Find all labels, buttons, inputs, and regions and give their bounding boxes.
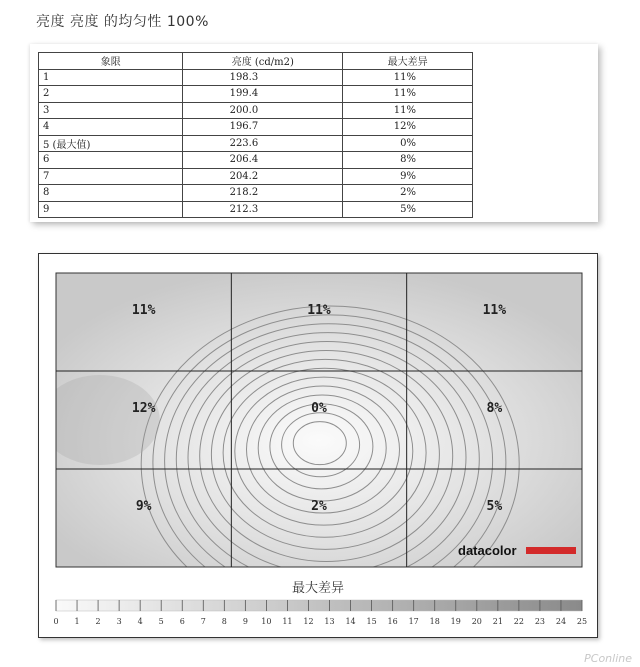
legend-tick-label: 2 [95,617,101,626]
max-diff-cell: 12% [343,119,473,136]
legend-scale-bar [56,600,582,611]
quadrant-cell: 3 [39,102,183,119]
luminance-cell: 198.3 [183,69,343,86]
table-row [39,135,473,152]
cell-label: 9% [135,499,152,515]
cell-label: 11% [307,303,331,319]
uniformity-table [38,52,473,218]
max-diff-cell: 11% [343,102,473,119]
legend-tick-label: 7 [200,617,206,626]
quadrant-cell: 6 [39,152,183,169]
legend-tick-label: 19 [450,617,461,626]
legend-tick-label: 0 [53,617,59,626]
legend-tick-label: 12 [303,617,314,626]
uniformity-table-card [30,44,598,222]
brand-logo-bar [526,547,576,554]
legend-tick-label: 13 [324,617,335,626]
quadrant-cell: 2 [39,86,183,103]
cell-label: 8% [486,401,503,417]
table-row [39,119,473,136]
cell-label: 11% [482,303,507,319]
legend-tick-label: 14 [345,617,356,626]
quadrant-cell: 4 [39,119,183,136]
max-diff-cell: 0% [343,135,473,152]
legend-tick-label: 25 [576,617,588,626]
table-row [39,185,473,202]
column-header-max-diff: 最大差异 [343,53,473,70]
table-header-row [39,53,473,70]
uniformity-chart-card [38,253,598,638]
luminance-cell: 218.2 [183,185,343,202]
legend-tick-label: 23 [534,617,546,626]
legend-tick-label: 1 [74,617,80,626]
legend-tick-label: 24 [555,617,567,626]
legend-tick-label: 22 [513,617,524,626]
luminance-cell: 196.7 [183,119,343,136]
cell-label: 5% [486,499,503,515]
watermark: PConline [584,652,632,665]
luminance-cell: 204.2 [183,168,343,185]
table-row [39,86,473,103]
max-diff-cell: 5% [343,201,473,218]
table-row [39,69,473,86]
legend-tick-label: 18 [429,617,440,626]
quadrant-cell: 9 [39,201,183,218]
table-row [39,168,473,185]
legend-tick-label: 8 [221,617,227,626]
quadrant-cell: 5 (最大值) [39,135,183,152]
max-diff-cell: 2% [343,185,473,202]
max-diff-cell: 11% [343,69,473,86]
max-diff-cell: 11% [343,86,473,103]
quadrant-cell: 8 [39,185,183,202]
luminance-cell: 223.6 [183,135,343,152]
shade-region [40,375,160,465]
legend-tick-label: 5 [158,617,164,626]
max-diff-cell: 9% [343,168,473,185]
quadrant-cell: 1 [39,69,183,86]
luminance-cell: 199.4 [183,86,343,103]
legend-tick-label: 16 [387,617,398,626]
legend-tick-label: 4 [137,617,143,626]
table-row [39,152,473,169]
table-row [39,201,473,218]
legend-tick-label: 20 [471,617,482,626]
column-header-luminance: 亮度 (cd/m2) [183,53,343,70]
luminance-cell: 212.3 [183,201,343,218]
cell-label: 12% [131,401,156,417]
cell-label: 0% [311,401,327,417]
max-diff-cell: 8% [343,152,473,169]
quadrant-cell: 7 [39,168,183,185]
cell-label: 2% [311,499,327,515]
legend-tick-label: 17 [408,617,419,626]
legend-tick-label: 9 [242,617,248,626]
legend-tick-label: 15 [366,617,377,626]
cell-label: 11% [131,303,156,319]
luminance-cell: 206.4 [183,152,343,169]
page-title: 亮度 亮度 的均匀性 100% [36,14,209,30]
legend-tick-label: 21 [492,617,503,626]
legend-tick-label: 11 [282,617,293,626]
legend-tick-label: 10 [261,617,272,626]
brand-logo-text: datacolor [458,543,517,558]
luminance-cell: 200.0 [183,102,343,119]
table-row [39,102,473,119]
column-header-quadrant: 象限 [39,53,183,70]
legend-title: 最大差异 [291,581,344,596]
legend-tick-label: 6 [179,617,185,626]
legend-tick-label: 3 [116,617,122,626]
